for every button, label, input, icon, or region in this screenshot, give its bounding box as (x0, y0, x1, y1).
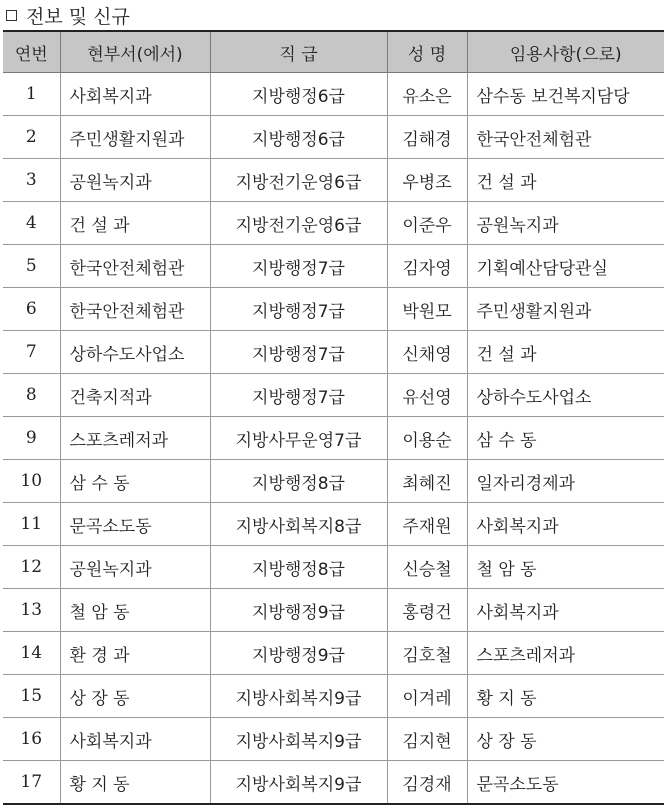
cell-current-dept: 삼 수 동 (60, 460, 210, 503)
cell-grade: 지방행정8급 (210, 546, 387, 589)
cell-name: 김경재 (387, 761, 467, 805)
cell-grade: 지방행정7급 (210, 245, 387, 288)
cell-number: 4 (3, 202, 60, 245)
cell-grade: 지방사무운영7급 (210, 417, 387, 460)
cell-appointment: 상하수도사업소 (467, 374, 664, 417)
cell-number: 10 (3, 460, 60, 503)
cell-current-dept: 사회복지과 (60, 718, 210, 761)
cell-appointment: 철 암 동 (467, 546, 664, 589)
cell-current-dept: 황 지 동 (60, 761, 210, 805)
cell-appointment: 한국안전체험관 (467, 116, 664, 159)
cell-number: 5 (3, 245, 60, 288)
cell-number: 6 (3, 288, 60, 331)
cell-current-dept: 상하수도사업소 (60, 331, 210, 374)
cell-appointment: 삼수동 보건복지담당 (467, 73, 664, 116)
header-number: 연번 (3, 31, 60, 73)
cell-grade: 지방행정7급 (210, 288, 387, 331)
cell-appointment: 사회복지과 (467, 589, 664, 632)
header-grade: 직 급 (210, 31, 387, 73)
cell-grade: 지방전기운영6급 (210, 159, 387, 202)
cell-name: 이겨레 (387, 675, 467, 718)
section-title (6, 2, 130, 28)
cell-number: 15 (3, 675, 60, 718)
cell-name: 유선영 (387, 374, 467, 417)
header-current-dept: 현부서(에서) (60, 31, 210, 73)
table-row (3, 761, 664, 805)
cell-name: 유소은 (387, 73, 467, 116)
cell-name: 신승철 (387, 546, 467, 589)
cell-name: 김해경 (387, 116, 467, 159)
cell-grade: 지방전기운영6급 (210, 202, 387, 245)
cell-number: 1 (3, 73, 60, 116)
checkbox-square-icon (6, 10, 17, 21)
table-row (3, 503, 664, 546)
cell-number: 2 (3, 116, 60, 159)
cell-name: 박원모 (387, 288, 467, 331)
cell-appointment: 문곡소도동 (467, 761, 664, 805)
cell-grade: 지방사회복지9급 (210, 675, 387, 718)
cell-appointment: 상 장 동 (467, 718, 664, 761)
cell-current-dept: 스포츠레저과 (60, 417, 210, 460)
table-row (3, 460, 664, 503)
table-row (3, 159, 664, 202)
cell-appointment: 기획예산담당관실 (467, 245, 664, 288)
cell-grade: 지방행정7급 (210, 331, 387, 374)
personnel-table (3, 30, 664, 805)
cell-number: 11 (3, 503, 60, 546)
cell-current-dept: 사회복지과 (60, 73, 210, 116)
cell-number: 14 (3, 632, 60, 675)
cell-current-dept: 건 설 과 (60, 202, 210, 245)
cell-grade: 지방행정6급 (210, 116, 387, 159)
table-row (3, 632, 664, 675)
cell-current-dept: 주민생활지원과 (60, 116, 210, 159)
cell-name: 이용순 (387, 417, 467, 460)
header-appointment: 임용사항(으로) (467, 31, 664, 73)
cell-appointment: 공원녹지과 (467, 202, 664, 245)
cell-name: 신채영 (387, 331, 467, 374)
header-name: 성 명 (387, 31, 467, 73)
cell-grade: 지방사회복지9급 (210, 718, 387, 761)
cell-current-dept: 환 경 과 (60, 632, 210, 675)
cell-current-dept: 문곡소도동 (60, 503, 210, 546)
cell-appointment: 삼 수 동 (467, 417, 664, 460)
table-row (3, 288, 664, 331)
table-body (3, 73, 664, 805)
cell-grade: 지방행정7급 (210, 374, 387, 417)
cell-appointment: 주민생활지원과 (467, 288, 664, 331)
cell-appointment: 스포츠레저과 (467, 632, 664, 675)
table-row (3, 202, 664, 245)
cell-current-dept: 한국안전체험관 (60, 245, 210, 288)
cell-number: 12 (3, 546, 60, 589)
cell-grade: 지방행정6급 (210, 73, 387, 116)
cell-appointment: 사회복지과 (467, 503, 664, 546)
cell-current-dept: 공원녹지과 (60, 546, 210, 589)
cell-name: 우병조 (387, 159, 467, 202)
cell-grade: 지방사회복지8급 (210, 503, 387, 546)
table-row (3, 331, 664, 374)
cell-name: 김지현 (387, 718, 467, 761)
table-row (3, 546, 664, 589)
cell-number: 13 (3, 589, 60, 632)
cell-appointment: 일자리경제과 (467, 460, 664, 503)
cell-name: 주재원 (387, 503, 467, 546)
cell-grade: 지방사회복지9급 (210, 761, 387, 805)
table-row (3, 245, 664, 288)
cell-appointment: 건 설 과 (467, 331, 664, 374)
table-row (3, 718, 664, 761)
cell-number: 16 (3, 718, 60, 761)
cell-name: 이준우 (387, 202, 467, 245)
cell-current-dept: 공원녹지과 (60, 159, 210, 202)
table-row (3, 675, 664, 718)
cell-current-dept: 철 암 동 (60, 589, 210, 632)
cell-name: 최혜진 (387, 460, 467, 503)
cell-grade: 지방행정8급 (210, 460, 387, 503)
cell-grade: 지방행정9급 (210, 632, 387, 675)
cell-current-dept: 한국안전체험관 (60, 288, 210, 331)
cell-number: 17 (3, 761, 60, 805)
table-row (3, 73, 664, 116)
cell-name: 홍령건 (387, 589, 467, 632)
cell-appointment: 건 설 과 (467, 159, 664, 202)
section-title-text: 전보 및 신규 (26, 5, 130, 28)
cell-grade: 지방행정9급 (210, 589, 387, 632)
table-row (3, 589, 664, 632)
cell-number: 3 (3, 159, 60, 202)
table-row (3, 116, 664, 159)
cell-number: 7 (3, 331, 60, 374)
table-row (3, 417, 664, 460)
table-header-row (3, 31, 664, 73)
cell-current-dept: 상 장 동 (60, 675, 210, 718)
cell-current-dept: 건축지적과 (60, 374, 210, 417)
cell-name: 김자영 (387, 245, 467, 288)
cell-number: 8 (3, 374, 60, 417)
table-row (3, 374, 664, 417)
cell-number: 9 (3, 417, 60, 460)
cell-appointment: 황 지 동 (467, 675, 664, 718)
cell-name: 김호철 (387, 632, 467, 675)
